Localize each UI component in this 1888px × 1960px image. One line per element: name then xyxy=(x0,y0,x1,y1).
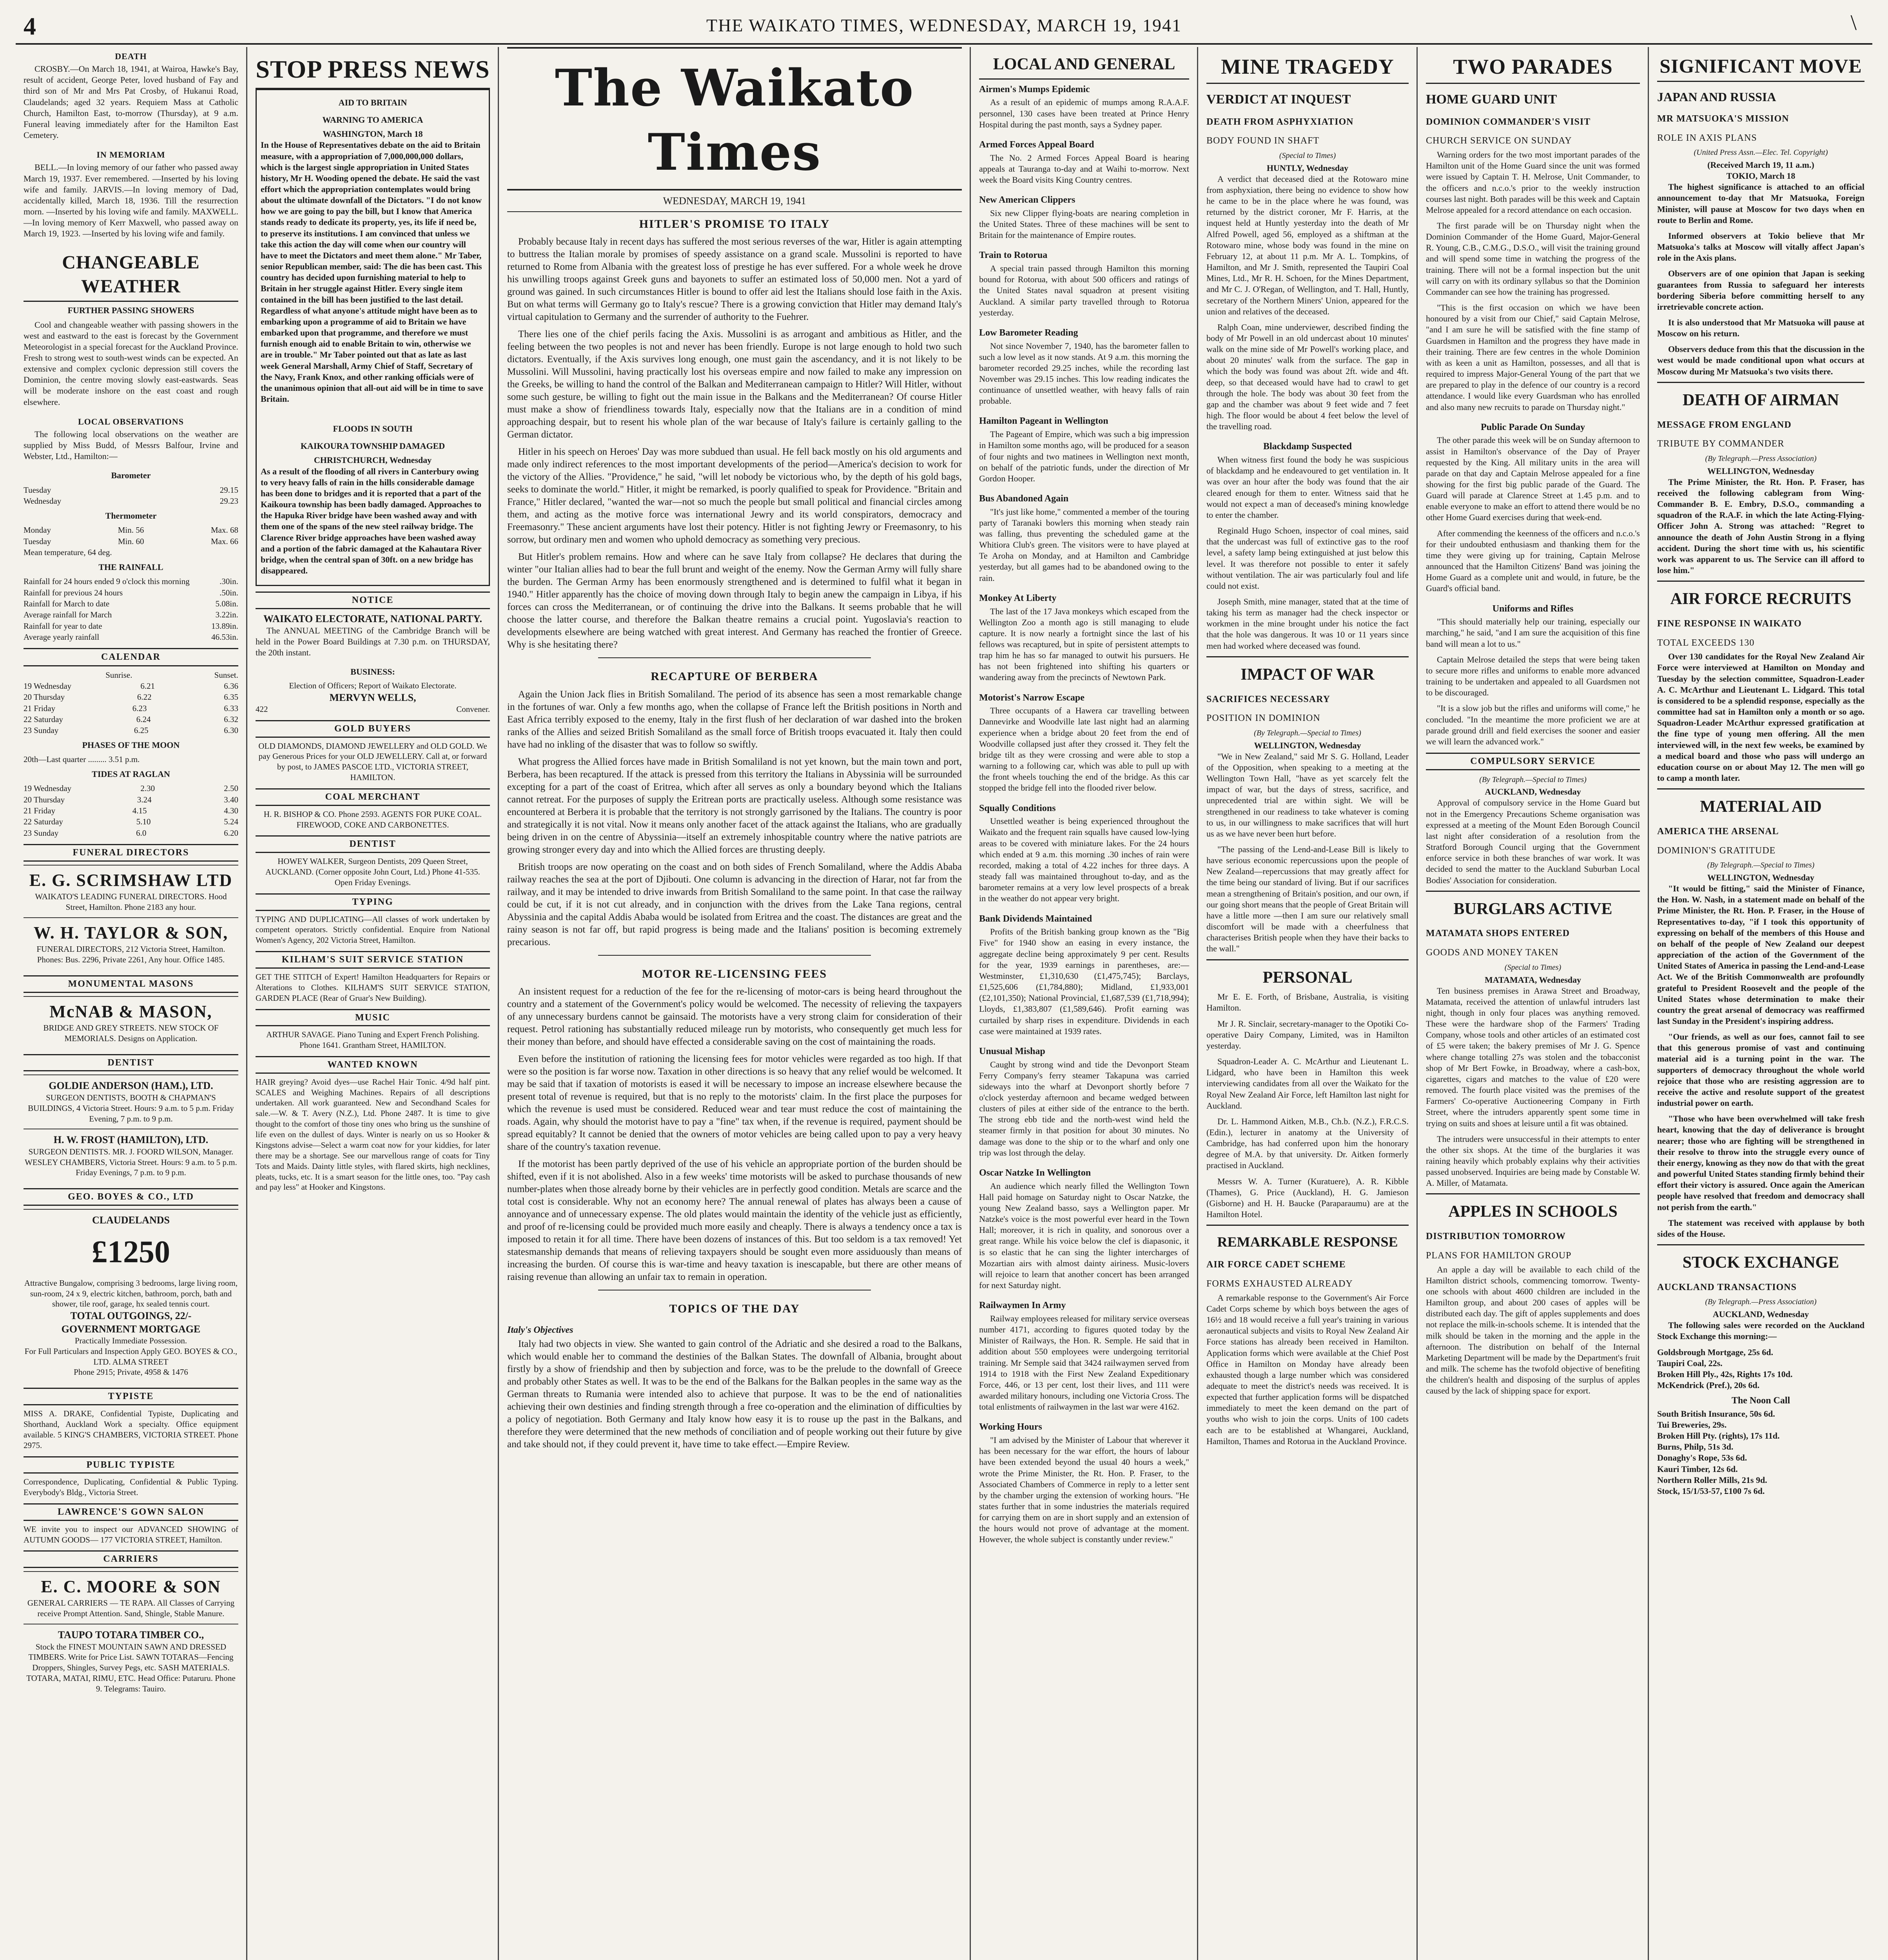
column-editorial xyxy=(499,47,970,1960)
column-rule xyxy=(1197,47,1198,1960)
story-subhead: HOME GUARD UNIT xyxy=(1426,92,1557,107)
story-subhead: AIR FORCE CADET SCHEME xyxy=(1206,1259,1346,1270)
item-lead: Airmen's Mumps Epidemic xyxy=(979,84,1090,94)
divider xyxy=(598,657,871,658)
item-lead: Railwaymen In Army xyxy=(979,1300,1066,1311)
story-paragraph: Reginald Hugo Schoen, inspector of coal mines, said that the undercast was full of extinctive gas to the roof level, a safety lamp being extinguished at just below this level. It was therefore not possible to enter it safely without ventilation. The air was particularly foul and life could not exist. xyxy=(1206,526,1409,591)
advertisement xyxy=(24,1129,238,1183)
item-text: Three occupants of a Hawera car travelling between Dannevirke and Woodville late last night had an alarming experience when a bridge about 20 feet from the end of Woodville collapsed just after they crossed it. They felt the bridge tilt as they were crossing and were able to stop a warning to a following car, which was able to pull up with the front wheels touching the end of the bridge. As this car stopped the bridge fell into the flooded river below. xyxy=(979,706,1189,793)
dateline: WELLINGTON, Wednesday xyxy=(1707,466,1815,476)
ad-text: Correspondence, Duplicating, Confidential & Public Typing. Everybody's Bldg., Victoria Street. xyxy=(24,1477,238,1497)
typiste-heading: TYPISTE xyxy=(24,1388,238,1405)
gold-buyers-heading: GOLD BUYERS xyxy=(256,720,490,738)
table-row: Monday Min. 56 Max. 68 xyxy=(24,525,238,535)
topic-lead: Italy's Objectives xyxy=(507,1325,573,1336)
credit-line: (By Telegraph.—Special to Times) xyxy=(1254,728,1361,737)
dateline: CHRISTCHURCH, Wednesday xyxy=(314,455,432,465)
typing-heading: TYPING xyxy=(256,893,490,911)
ad-text: SURGEON DENTISTS. MR. J. FOORD WILSON, Manager. WESLEY CHAMBERS, Victoria Street. Hours: 9 a.m. to 5 p.m. Friday Evenings, 7 p.m. to 9 p.m. xyxy=(25,1147,237,1178)
item-lead: Squally Conditions xyxy=(979,803,1056,813)
observations-text: The following local observations on the weather are supplied by Miss Budd, of Messrs Balfour, Irvine and Webster, Ltd., Hamilton:— xyxy=(24,429,238,461)
public-typiste-heading: PUBLIC TYPISTE xyxy=(24,1456,238,1474)
calendar-heading: CALENDAR xyxy=(24,648,238,666)
funeral-directors-heading: FUNERAL DIRECTORS xyxy=(24,844,238,862)
coal-heading: COAL MERCHANT xyxy=(256,788,490,806)
story-paragraph: Observers deduce from this that the discussion in the west would be made conditional upon what occurs at Moscow during Mr Matsuoka's two visits there. xyxy=(1657,344,1864,376)
ad-text: BRIDGE AND GREY STREETS. NEW STOCK OF MEMORIALS. Designs on Application. xyxy=(43,1023,219,1043)
ad-text: FUNERAL DIRECTORS, 212 Victoria Street, Hamilton. Phones: Bus. 2296, Private 2261, Any hour. Office 1485. xyxy=(36,944,225,965)
stock-item: Burns, Philp, 51s 3d. xyxy=(1657,1442,1734,1452)
item-text: A special train passed through Hamilton this morning bound for Rotorua, with about 500 officers and ratings of the United States naval squadron at present visiting Auckland. A similar party travelled through to Rotorua yesterday. xyxy=(979,263,1189,318)
table-row: 19 Wednesday 2.30 2.50 xyxy=(24,784,238,793)
story-paragraph: The intruders were unsuccessful in their attempts to enter the other six shops. At the time of the burglaries it was raining heavily which probably explains why their activities passed unobserved. Inquiries are being made by Constable W. A. Miller, of Matamata. xyxy=(1426,1134,1640,1188)
personal-headline: PERSONAL xyxy=(1206,959,1409,992)
item-lead: Working Hours xyxy=(979,1422,1042,1432)
section-headline: LOCAL AND GENERAL xyxy=(979,47,1189,80)
dateline: AUCKLAND, Wednesday xyxy=(1712,1309,1809,1319)
personal-item: Messrs W. A. Turner (Kuratuere), A. R. Kibble (Thames), G. Price (Auckland), H. G. Jamieson (Gisborne) and H. H. Baucke (Paraparaumu) are at the Hamilton Hotel. xyxy=(1206,1176,1409,1220)
credit-line: (By Telegraph.—Special to Times) xyxy=(1707,861,1815,870)
column-rule xyxy=(1648,47,1649,1960)
editorial-paragraph: But Hitler's problem remains. How and where can he save Italy from collapse? He declares that during the winter "our Italian allies had to bear the full brunt and weight of the enemy. Now the German Army will fully share the burden. The German Army has been enormously strengthened and is determined to fulfil what it began in 1940." Hitler apparently has the choice of moving down through Italy to begin anew the campaign in Libya, if his forces can cross the Mediterranean, or of continuing the drive into the Balkans. It seems probable that he will choose the latter course, and therefore the Balkan theatre remains a crucial point. Yugoslavia's reaction to developments elsewhere are being watched with great interest. And Germany has reached the frontier of Greece. Why is she hesitating there? xyxy=(507,552,962,650)
page-header xyxy=(16,8,1872,45)
story-subhead: CHURCH SERVICE ON SUNDAY xyxy=(1426,136,1572,146)
recruits-headline: AIR FORCE RECRUITS xyxy=(1657,581,1864,613)
observations-heading: LOCAL OBSERVATIONS xyxy=(78,416,184,426)
parades-headline: TWO PARADES xyxy=(1426,47,1640,84)
item-text: The Pageant of Empire, which was such a big impression in Hamilton some months ago, will be produced for a season of four nights and two matinees in Wellington next month, on behalf of the patriotic funds, under the direction of Mr Gordon Hooper. xyxy=(979,429,1189,483)
ad-text: WE invite you to inspect our ADVANCED SHOWING of AUTUMN GOODS— 177 VICTORIA STREET, Hamilton. xyxy=(24,1524,238,1544)
thermometer-heading: Thermometer xyxy=(105,510,157,521)
stock-item: Broken Hill Pty. (rights), 17s 11d. xyxy=(1657,1431,1780,1441)
story-paragraph: The Prime Minister, the Rt. Hon. P. Fraser, has received the following cablegram from Wing-Commander B. E. Embry, D.S.O., commanding a squadron of the R.A.F. in which the late Acting-Flying-Officer John A. Strong was attached: "Regret to announce the death of John Austin Strong in a flying accident. During the short time with us, his scientific work was apparent to us. The Service can ill afford to lose him." xyxy=(1657,477,1864,575)
ad-name: TAUPO TOTARA TIMBER CO., xyxy=(58,1629,204,1641)
story-subhead: MESSAGE FROM ENGLAND xyxy=(1657,419,1792,430)
rainfall-heading: THE RAINFALL xyxy=(98,562,163,572)
story-subhead: GOODS AND MONEY TAKEN xyxy=(1426,947,1559,958)
ad-text: HAIR greying? Avoid dyes—use Rachel Hair Tonic. 4/9d half pint. SCALES and Weighing Machines. Repairs of all descriptions undertaken. All work guaranteed. New and Secondhand Scales for sale.—W. & T. Avery (N.Z.), Ltd. Phone 2487. It is time to give thought to the comfort of those tiny ones who bring us the sunshine of life even on the dullest of days. Winter is nearly on us so Hooker & Kingstons advise—Select a warm coat now for your kiddies, for later there may be a shortage. See our marvellous range of coats for Tiny Tots and Maids. Dainty little styles, with flared skirts, high necklines, pleats, tucks, etc. It is a smart season for the little ones, too. "Pay cash and pay less" at Hooker and Kingstons. xyxy=(256,1077,490,1192)
item-lead: Bank Dividends Maintained xyxy=(979,913,1092,924)
story-subhead: FORMS EXHAUSTED ALREADY xyxy=(1206,1279,1353,1289)
story-paragraph: The following sales were recorded on the Auckland Stock Exchange this morning:— xyxy=(1657,1320,1864,1341)
item-lead: Train to Rotorua xyxy=(979,250,1048,261)
ad-phone: Phone 2915; Private, 4958 & 1476 xyxy=(74,1367,188,1377)
column-mine-tragedy xyxy=(1199,47,1416,1960)
running-head: THE WAIKATO TIMES, WEDNESDAY, MARCH 19, 1941 xyxy=(706,15,1182,35)
nameplate-logo: The Waikato Times xyxy=(507,47,962,191)
story-subhead: DOMINION COMMANDER'S VISIT xyxy=(1426,116,1591,127)
ad-contact: For Full Particulars and Inspection Apply GEO. BOYES & CO., LTD. ALMA STREET xyxy=(24,1346,238,1367)
stock-item: Tui Breweries, 29s. xyxy=(1657,1420,1727,1430)
death-heading: DEATH xyxy=(115,51,147,61)
editorial-title: MOTOR RE-LICENSING FEES xyxy=(642,967,827,980)
page-number: 4 xyxy=(24,12,36,40)
story-paragraph: The first parade will be on Thursday night when the Dominion Commander of the Home Guard, Major-General R. Young, C.B., C.M.G., D.S.O., will visit the training ground and will spend some time in watching the progress of the training. There will not be a formal inspection but the unit will carry on with its ordinary syllabus so that the Dominion Commander can see how the training has progressed. xyxy=(1426,221,1640,297)
story-paragraph: "It would be fitting," said the Minister of Finance, the Hon. W. Nash, in a statement made on behalf of the Prime Minister, the Rt. Hon. P. Fraser, in the House of Representatives to-day, "if I took this opportunity of expressing on behalf of the members of this House and on behalf of the people of New Zealand our deepest appreciation of the action of the Government of the United States of America in passing the Lend-and-Lease Act. We of the British Commonwealth are profoundly grateful to President Roosevelt and the people of the United States whose determination to make their country the great arsenal of democracy was reaffirmed last Sunday in the President's inspiring address. xyxy=(1657,884,1864,1026)
story-paragraph: "This is the first occasion on which we have been honoured by a visit from our Chief," said Captain Melrose, "and I am sure he will be satisfied with the fine stamp of Guardsmen in Hamilton and the progress they have made in their training. There are few centres in the whole Dominion with as keen a unit as Hamilton, possesses, and all that is required to impress Major-General Young of the part that we are prepared to play in the defence of our country is a record attendance. I would like every Guardsman who has enrolled and also many new recruits to parade on Thursday night." xyxy=(1426,303,1640,412)
stock-item: Donaghy's Rope, 53s 6d. xyxy=(1657,1453,1747,1463)
advertisement xyxy=(24,917,238,970)
story-subhead: PLANS FOR HAMILTON GROUP xyxy=(1426,1250,1572,1261)
table-row: 21 Friday 4.15 4.30 xyxy=(24,806,238,816)
remarkable-headline: REMARKABLE RESPONSE xyxy=(1206,1225,1409,1254)
convener-line: 422 Convener. xyxy=(256,704,490,714)
business-heading: BUSINESS: xyxy=(350,666,395,677)
dateline: HUNTLY, Wednesday xyxy=(1266,163,1349,173)
music-heading: MUSIC xyxy=(256,1009,490,1027)
ad-text: GENERAL CARRIERS — TE RAPA. All Classes of Carrying receive Prompt Attention. Sand, Shingle, Stable Manure. xyxy=(27,1598,235,1619)
stock-item: McKendrick (Pref.), 20s 6d. xyxy=(1657,1380,1760,1390)
ad-text: MISS A. DRAKE, Confidential Typiste, Duplicating and Shorthand, Auckland Work a specialty. Office equipment available. 5 KING'S CHAMBERS, VICTORIA STREET. Phone 2975. xyxy=(24,1409,238,1450)
editorial-paragraph: Even before the institution of rationing the licensing fees for motor vehicles were regarded as too high. If that were so the position is far worse now. Taxation in other directions is so heavy that any relief would be welcomed. It may be said that if taxation of motorists is eased it will be necessary to impose an increase elsewhere because the present total of revenue is required, but that is no reply to the motorists' claim. In the first place the purposes for which the revenue is used must be considered. Reduced wear and tear must reduce the cost of maintaining the roads. Again, why should the motorist have to pay a "fine" tax when, if the revenue is required, payment should be spread equitably? It cannot be denied that the owners of motor vehicles are being called upon to pay a very heavy share of the country's taxation revenue. xyxy=(507,1054,962,1152)
item-lead: Monkey At Liberty xyxy=(979,593,1057,603)
story-subhead: AUCKLAND TRANSACTIONS xyxy=(1657,1282,1797,1292)
table-row: Mean temperature, 64 deg. xyxy=(24,548,112,557)
editorial-paragraph: An insistent request for a reduction of the fee for the re-licensing of motor-cars is being heard throughout the country and a statement of the Government's policy would be welcomed. The necessity of relieving the taxpayers of any unnecessary burdens cannot be gainsaid. The motorists have a very strong claim for consideration of their request. Petrol rationing has substantially reduced mileage run by motorists, who consequently get much less for their money than before, and should have effected a considerable saving on the cost of maintaining the roads. xyxy=(507,986,962,1047)
story-paragraph: "We in New Zealand," said Mr S. G. Holland, Leader of the Opposition, when speaking to a meeting at the Wellington Town Hall, "have as yet scarcely felt the impact of war, but the days of stress, sacrifice, and unprecedented trial are within sight. We will be strengthened in our readiness to take whatever is coming to us, in our willingness to make sacrifices that will hurt us as we have never been hurt before. xyxy=(1206,751,1409,838)
memoriam-notices: BELL.—In loving memory of our father who passed away March 19, 1937. Ever remembered. —Inserted by his loving wife and family. JARVIS.—In loving memory of Dad, accidentally killed, March 18, 1936. Till the resurrection morn. —Inserted by his loving wife and family. MAXWELL.—In loving memory of Kerr Maxwell, who passed away on March 19, 1923. —Inserted by his loving wife and family. xyxy=(24,162,238,239)
item-lead: Armed Forces Appeal Board xyxy=(979,139,1094,150)
credit-line: (Special to Times) xyxy=(1279,151,1336,160)
item-lead: Oscar Natzke In Wellington xyxy=(979,1167,1091,1178)
credit-line: (By Telegraph.—Press Association) xyxy=(1705,1298,1817,1307)
column-rule xyxy=(246,47,247,1960)
burglars-headline: BURGLARS ACTIVE xyxy=(1426,891,1640,923)
story-paragraph: Approval of compulsory service in the Home Guard but not in the Emergency Precautions Scheme organisation was expressed at a meeting of the Mount Eden Borough Council last night after consideration of a resolution from the Stratford Borough Council urging that the Government enforce service in both these branches of war work. It was decided to send the matter to the Auckland Suburban Local Bodies' Association for consideration. xyxy=(1426,798,1640,885)
received-line: (Received March 19, 11 a.m.) xyxy=(1707,160,1814,170)
weather-table xyxy=(24,466,238,838)
story-paragraph: "It is a slow job but the rifles and uniforms will come," he concluded. "In the meantime the more proficient we are at parade ground drill and field exercises the sooner and easier we will learn the advanced work." xyxy=(1426,703,1640,746)
story-head: AID TO BRITAIN xyxy=(338,97,407,107)
story-subhead: MATAMATA SHOPS ENTERED xyxy=(1426,928,1570,939)
story-paragraph: A remarkable response to the Government's Air Force Cadet Corps scheme by which boys between the ages of 16½ and 18 would receive a full year's training in various aeronautical subjects and visits to Royal New Zealand Air Force stations has already been received in Hamilton. Application forms which were available at the Chief Post Office in Hamilton on Monday have already been exhausted though a large number which was considered adequate to meet the district's needs was received. It is expected that further application forms will be dispatched immediately to meet the keen demand on the part of youths who wish to join the corps. Units of 100 cadets each are to be established at Whangarei, Auckland, Hamilton, Thames and Rotorua in the Auckland Province. xyxy=(1206,1292,1409,1446)
edition-date: WEDNESDAY, MARCH 19, 1941 xyxy=(507,191,962,212)
material-aid-headline: MATERIAL AID xyxy=(1657,788,1864,821)
dateline: WELLINGTON, Wednesday xyxy=(1707,872,1815,882)
personal-item: Squadron-Leader A. C. McArthur and Lieutenant L. Lidgard, who have been in Hamilton this week interviewing candidates from all over the Waikato for the Royal New Zealand Air Force, left Hamilton last night for Auckland. xyxy=(1206,1056,1409,1111)
moon-phase: 20th—Last quarter ......... 3.51 p.m. xyxy=(24,755,140,764)
dateline: WELLINGTON, Wednesday xyxy=(1254,740,1361,750)
editorial-paragraph: If the motorist has been partly deprived of the use of his vehicle an appropriate portion of the burden should be shifted, even if it is not abolished. Also in a few weeks' time motorists will be asked to purchase thousands of new number-plates when those already borne by their vehicles are in perfectly good condition. Metals are scarce and the total cost is considerable. Why not an economy here? The annual renewal of plates has always been a cause of annoyance and of unnecessary expense. The old plates would maintain the identity of the vehicle just as efficiently, and proof of re-licensing could be provided much more easily and cheaply. There is always a tendency once a tax is imposed to retain it for all time. There have been dozens of instances of this. But too seldom is a tax removed! Yet statesmanship demands that means of relieving taxpayers should be sought even more assiduously than means of increasing the burden. Of course this is war-time and heavy taxation is inescapable, but there are other means of raising revenue than allowing an unfair tax to remain in operation. xyxy=(507,1159,962,1283)
dentist-heading: DENTIST xyxy=(256,835,490,853)
advertisement xyxy=(24,1209,238,1382)
story-subhead: VERDICT AT INQUEST xyxy=(1206,92,1351,107)
story-subhead: TRIBUTE BY COMMANDER xyxy=(1657,439,1785,449)
stock-item: South British Insurance, 50s 6d. xyxy=(1657,1408,1775,1419)
story-paragraph: It is also understood that Mr Matsuoka will pause at Moscow on his return. xyxy=(1657,318,1864,339)
ad-text: SURGEON DENTISTS, BOOTH & CHAPMAN'S BUILDINGS, 4 Victoria Street. Hours: 9 a.m. to 5 p.m. Friday Evening, 7 p.m. to 9 p.m. xyxy=(28,1093,234,1123)
table-row: Rainfall for previous 24 hours .50in. xyxy=(24,588,238,597)
item-text: As a result of an epidemic of mumps among R.A.A.F. personnel, 130 cases have been treated at Prince Henry Hospital during the past month, says a Sydney paper. xyxy=(979,97,1189,129)
item-text: Railway employees released for military service overseas number 4171, according to figures quoted today by the Minister of Railways, the Hon. R. Semple. He said that in addition about 550 employees were undergoing territorial training. Mr Semple said that 3424 railwaymen served from 1914 to 1918 with the First New Zealand Expeditionary Force, 446, or 13 per cent, lost their lives, and 111 were awarded military honours, including one Victoria Cross. The total enlistments of railwaymen in the last war were 4162. xyxy=(979,1313,1189,1412)
ad-text: ARTHUR SAVAGE. Piano Tuning and Expert French Polishing. Phone 1641. Grantham Street, HAMILTON. xyxy=(266,1030,479,1050)
dateline: MATAMATA, Wednesday xyxy=(1484,975,1581,985)
column-stop-press xyxy=(248,47,498,1960)
notice-title: WAIKATO ELECTORATE, NATIONAL PARTY. xyxy=(263,613,482,624)
stop-press-headline: STOP PRESS NEWS xyxy=(256,47,490,89)
item-text: "It's just like home," commented a member of the touring party of Taranaki bowlers this morning when steady rain was falling, thus preventing the scheduled game at the Whitiora Club's green. The visitors were to have played at Te Aroha on Monday, and at Hamilton and Cambridge yesterday, but all games had to be abandoned owing to the rain. xyxy=(979,506,1189,583)
table-row: 22 Saturday 5.10 5.24 xyxy=(24,817,238,827)
ad-name: CLAUDELANDS xyxy=(92,1214,170,1226)
editorial-title: HITLER'S PROMISE TO ITALY xyxy=(639,217,830,230)
item-lead: Low Barometer Reading xyxy=(979,327,1078,338)
impact-headline: IMPACT OF WAR xyxy=(1206,656,1409,689)
barometer-heading: Barometer xyxy=(111,470,151,481)
story-subhead: ROLE IN AXIS PLANS xyxy=(1657,132,1757,143)
personal-item: Dr. L. Hammond Aitken, M.B., Ch.b. (N.Z.), F.R.C.S. (Edin.), lecturer in anatomy at the University of Cambridge, has had conferred upon him the honorary degree of M.A. by that university. Dr. Aitken formerly practised in Auckland. xyxy=(1206,1116,1409,1171)
dateline: WASHINGTON, March 18 xyxy=(323,129,423,139)
column-classifieds xyxy=(16,47,246,1960)
column-rule xyxy=(970,47,971,1960)
stock-item: Goldsbrough Mortgage, 25s 6d. xyxy=(1657,1347,1774,1357)
crosshead: Blackdamp Suspected xyxy=(1263,441,1352,452)
story-paragraph: The other parade this week will be on Sunday afternoon to assist in Hamilton's observance of the Day of Prayer requested by the King. All military units in the area will parade on that day and Captain Melrose appealed for a fine showing for the first big public parade of the Guard. The Guard will parade at Clarence Street at 1.45 p.m. and to enable everyone to make an effort to attend there would be no other Home Guard exercises during that week-end. xyxy=(1426,435,1640,523)
carriers-heading: CARRIERS xyxy=(24,1550,238,1568)
story-paragraph: Ten business premises in Arawa Street and Broadway, Matamata, received the attention of unlawful intruders last night, though in only four places was anything removed. These were the hardware shop of the Farmers' Trading Company, whose tools and other articles of an estimated cost of £5 were taken; the bakery premises of Mr J. G. Spence where change totalling 27s was stolen and the tobacconist shop of Mr Bert Fowke, in Broadway, where a cash-box, cigarettes, cigars and matches to the value of £20 were removed. The fourth place visited was the premises of the Farmers' Co-operative Auctioneering Company in Firth Street, where the intruders apparently spent some time in trying on suits and shoes at leisure until a fit was obtained. xyxy=(1426,985,1640,1128)
editorial-paragraph: British troops are now operating on the coast and on both sides of French Somaliland, where the Addis Ababa railway reaches the sea at the port of Djibouti. One column is advancing in the direction of Harar, not far from the railway, and it may be intended to drive inwards from British Somaliland to the same point. In that case the railway could be cut, if it is not cut already, and in conjunction with the drives from the Lake Tana regions, central Abyssinia and the capital Addis Ababa would be isolated from Eritrea and the coast. The distances are great and the rainy season is not far off, but rapid progress is being made and the Italians' position is becoming extremely precarious. xyxy=(507,861,962,947)
ad-text: GET THE STITCH of Expert! Hamilton Headquarters for Repairs or Alterations to Clothes. KILHAM'S SUIT SERVICE STATION, GARDEN PLACE (Rear of Gruar's New Building). xyxy=(256,972,490,1003)
stock-headline: STOCK EXCHANGE xyxy=(1657,1244,1864,1277)
weather-subhead: FURTHER PASSING SHOWERS xyxy=(67,305,194,316)
convener-name: MERVYN WELLS, xyxy=(329,691,416,703)
advertisement xyxy=(24,1571,238,1624)
crosshead: Uniforms and Rifles xyxy=(1492,603,1574,614)
stop-press-box xyxy=(256,89,490,586)
ad-name: W. H. TAYLOR & SON, xyxy=(33,923,229,942)
stock-item: Taupiri Coal, 22s. xyxy=(1657,1358,1723,1368)
story-paragraph: "This should materially help our training, especially our marching," he said, "and I am sure the acquisition of this fine band will mean a lot to us." xyxy=(1426,617,1640,649)
item-lead: Unusual Mishap xyxy=(979,1046,1045,1056)
item-text: Unsettled weather is being experienced throughout the Waikato and the frequent rain squalls have caused low-lying areas to be covered with miniature lakes. For the 24 hours which ended at 9 a.m. this morning .30 inches of rain were recorded, making a total of 4.22 inches for three days. A steady fall was maintained throughout to-day, and as the barometer remains at a very low level prospects of a break in the weather do not appear very bright. xyxy=(979,816,1189,904)
table-row: 22 Saturday 6.24 6.32 xyxy=(24,715,238,724)
stock-item: Kauri Timber, 12s 6d. xyxy=(1657,1464,1738,1474)
story-subhead: DISTRIBUTION TOMORROW xyxy=(1426,1231,1566,1242)
story-subhead: TOTAL EXCEEDS 130 xyxy=(1657,637,1755,648)
story-subhead: MR MATSUOKA'S MISSION xyxy=(1657,113,1789,124)
credit-line: (By Telegraph.—Press Association) xyxy=(1705,454,1817,463)
story-subhead: FINE RESPONSE IN WAIKATO xyxy=(1657,618,1802,629)
personal-item: Mr E. E. Forth, of Brisbane, Australia, is visiting Hamilton. xyxy=(1206,992,1409,1013)
ad-text: TYPING AND DUPLICATING—All classes of work undertaken by competent operators. Strictly confidential. Enquire from National Women's Agency, 202 Victoria Street, Hamilton. xyxy=(256,914,490,945)
ad-name: GOLDIE ANDERSON (HAM.), LTD. xyxy=(49,1080,213,1092)
dateline: TOKIO, March 18 xyxy=(1726,171,1796,181)
ad-name: H. W. FROST (HAMILTON), LTD. xyxy=(53,1134,209,1146)
credit-line: (By Telegraph.—Special to Times) xyxy=(1479,775,1587,784)
ad-possession: Practically Immediate Possession. xyxy=(74,1336,187,1345)
stock-item: Stock, 15/1/53-57, £100 7s 6d. xyxy=(1657,1486,1765,1496)
table-row: 20 Thursday 3.24 3.40 xyxy=(24,795,238,804)
ad-mortgage: GOVERNMENT MORTGAGE xyxy=(61,1323,201,1335)
story-paragraph: A verdict that deceased died at the Rotowaro mine from asphyxiation, there being no evidence to show how he came to be in the place where he was found, was returned by the district coroner, Mr F. Harris, at the inquest held at Huntly yesterday into the death of Mr Alfred Powell, aged 56, employed as a shiftman at the Rotowaro mine, whose body was found in the mine on February 12, at about 11 p.m. Mr A. L. Tompkins, of Hamilton, and Mr J. Smith, represented the Taupiri Coal Mines, Ltd., Mr R. H. Schoen, for the Mines Department, and Mr C. J. O'Regan, of Wellington, and T. Hall, Huntly, secretary of the Northern Miners' Union, appeared for the union and relatives of the deceased. xyxy=(1206,174,1409,316)
significant-headline: SIGNIFICANT MOVE xyxy=(1657,47,1864,82)
mine-headline: MINE TRAGEDY xyxy=(1206,47,1409,84)
item-text: "I am advised by the Minister of Labour that wherever it has been necessary for the war effort, the hours of labour have been extended beyond the usual 40 hours a week," wrote the Prime Minister, the Rt. Hon. P. Fraser, to the Associated Chambers of Commerce in reply to a letter sent by the chamber urging the extension of working hours. "He states further that in some industries the materials required for carrying them on are in short supply and an extension of the hours would not prove of advantage at the moment. However, the whole subject is constantly under review." xyxy=(979,1435,1189,1544)
story-subhead: BODY FOUND IN SHAFT xyxy=(1206,136,1320,146)
airman-headline: DEATH OF AIRMAN xyxy=(1657,382,1864,414)
story-subhead: KAIKOURA TOWNSHIP DAMAGED xyxy=(300,441,445,451)
memoriam-heading: IN MEMORIAM xyxy=(96,150,165,160)
story-subhead: JAPAN AND RUSSIA xyxy=(1657,90,1776,104)
moon-heading: PHASES OF THE MOON xyxy=(82,740,180,750)
ad-text: Stock the FINEST MOUNTAIN SAWN AND DRESSED TIMBERS. Write for Price List. SAWN TOTARAS—Fencing Droppers, Shingles, Survey Pegs, etc. SASH MATERIALS. TOTARA, MATAI, RIMU, ETC. Head Office: Putaruru. Phone 9. Telegrams: Tauiro. xyxy=(26,1642,236,1693)
editorial-title: RECAPTURE OF BERBERA xyxy=(651,670,818,683)
dentist-heading: DENTIST xyxy=(24,1054,238,1072)
item-lead: New American Clippers xyxy=(979,195,1075,205)
story-paragraph: Warning orders for the two most important parades of the Hamilton unit of the Home Guard since the unit was formed were issued by Captain T. H. Melrose, Unit Commander, to the officers and n.c.o.'s prior to the weekly instruction courses last night. Both parades will be this week and Captain Melrose appealed for a record attendance on each occasion. xyxy=(1426,150,1640,215)
death-notice: CROSBY.—On March 18, 1941, at Wairoa, Hawke's Bay, result of accident, George Peter, loved husband of Fay and third son of Mr and Mrs Pat Crosby, of Hukanui Road, Claudelands; aged 32 years. Requiem Mass at Catholic Church, Hamilton East, to-morrow (Thursday), at 9 a.m. Funeral leaving immediately after for the Hamilton East Cemetery. xyxy=(24,64,238,140)
advertisement xyxy=(24,1624,238,1699)
story-subhead: POSITION IN DOMINION xyxy=(1206,713,1320,724)
stock-item: Broken Hill Ply., 42s, Rights 17s 10d. xyxy=(1657,1369,1793,1379)
weather-text: Cool and changeable weather with passing showers in the west and eastward to the east is forecast by the Government Meteorologist in a special forecast for the Auckland Province. Fresh to strong west to south-west winds can be expected. An extensive and complex cyclonic depression still covers the Dominion, the centre moving slowly east-eastwards. Seas will be moderate inshore on the east coast and rough elsewhere. xyxy=(24,319,238,407)
credit-line: (Special to Times) xyxy=(1504,963,1562,972)
stock-item: Northern Roller Mills, 21s 9d. xyxy=(1657,1475,1767,1485)
monumental-heading: MONUMENTAL MASONS xyxy=(24,975,238,993)
table-row: Tuesday 29.15 xyxy=(24,485,238,495)
story-paragraph: "Our friends, as well as our foes, cannot fail to see that this generous promise of vast and continuing material aid is a turning point in the war. The supporters of democracy throughout the whole world rejoice that those who are resisting aggression are to receive the active and resolute support of the greatest industrial power on earth. xyxy=(1657,1032,1864,1108)
ad-text: HOWEY WALKER, Surgeon Dentists, 209 Queen Street, AUCKLAND. (Corner opposite John Court, Ltd.) Phone 41-535. Open Friday Evenings. xyxy=(265,857,480,887)
crosshead: The Noon Call xyxy=(1731,1396,1790,1406)
story-paragraph: When witness first found the body he was suspicious of blackdamp and he endeavoured to get ventilation in. It was over an hour after the body was found that the air cleared enough for them to enter. Witness said that he would not expect a man of deceased's mining knowledge to enter the chamber. xyxy=(1206,455,1409,520)
divider xyxy=(598,955,871,956)
table-row: Average yearly rainfall 46.53in. xyxy=(24,632,238,642)
table-row: Average rainfall for March 3.22in. xyxy=(24,610,238,620)
table-row: 20 Thursday 6.22 6.35 xyxy=(24,692,238,702)
ad-name: E. G. SCRIMSHAW LTD xyxy=(29,870,233,890)
story-subhead: DEATH FROM ASPHYXIATION xyxy=(1206,116,1354,127)
table-header: Sunrise. Sunset. xyxy=(105,670,238,680)
editorial-paragraph: Hitler in his speech on Heroes' Day was more subdued than usual. He fell back mostly on his old arguments and made only indirect references to the most important developments of the period—America's decision to work for the victory of the Allies. "Providence," he said, "will let nobody be victorious who, by the depth of his gold bags, seeks to dominate the world." Hitler, it might be remarked, is poorly qualified to speak for Providence. "Britain and France," Hitler declared, "wanted the war—not so much the people but small political and financial circles among them, and acting as the motive force was international Jewry and its world conspirators, democracy and Freemasonry." These ancient arguments have lost their potency. Hitler is not fighting Jewry or Freemasonry, to his sorrow, but ordinary men and women who uphold democracy as something very precious. xyxy=(507,446,962,545)
item-text: Profits of the British banking group known as the "Big Five" for 1940 show an easing in every instance, the aggregate decline being approximately 9 per cent. Results for the year, 1939 earnings in parentheses, are:—Westminster, £1,310,630 (£1,475,745); Barclays, £1,525,606 (£1,784,880); Midland, £1,933,001 (£2,101,350); National Provincial, £1,687,539 (£1,718,994); Lloyds, £1,383,807 (£1,589,646). Profit earning was curtailed by sharp rises in expenditure. Dividends in each case were maintained at 1939 rates. xyxy=(979,927,1189,1036)
column-rule xyxy=(1416,47,1418,1960)
item-lead: Bus Abandoned Again xyxy=(979,493,1069,504)
item-text: An audience which nearly filled the Wellington Town Hall paid homage on Saturday night to Oscar Natzke, the young New Zealand basso, says a Wellington paper. Mr Natzke's voice is the most powerful ever heard in the Town Hall; moreover, it is rich in quality, and sonorous over a great range. While his voice below the clef is diapasonic, it is so elastic that he can sing the lighter intercharges of Mozartian airs with almost dainty airiness. Music-lovers will rejoice to learn that another concert has been arranged for next Saturday night. xyxy=(979,1181,1189,1290)
compulsory-headline: COMPULSORY SERVICE xyxy=(1426,753,1640,770)
story-subhead: SACRIFICES NECESSARY xyxy=(1206,694,1330,704)
story-paragraph: Observers are of one opinion that Japan is seeking guarantees from Russia to safeguard her interests bordering Siberia before committing herself to any irretrievable concrete action. xyxy=(1657,269,1864,312)
table-row: Rainfall for 24 hours ended 9 o'clock this morning .30in. xyxy=(24,577,238,586)
ad-text: Attractive Bungalow, comprising 3 bedrooms, large living room, sun-room, 24 x 9, electric kitchen, bathroom, porch, bath and shower, tile roof, garage, hx sealed tennis court. xyxy=(24,1278,238,1309)
tides-heading: TIDES AT RAGLAN xyxy=(92,769,170,779)
editorial-paragraph: What progress the Allied forces have made in British Somaliland is not yet known, but the main town and port, Berbera, has been recaptured. If the attack is pressed from this territory the Italians in Abyssinia will be surrounded excepting for a part of the coast of Eritrea, which after all serves as only a boundary beyond which the Italians cannot retreat. For the purposes of supply the Eritrean ports are practically useless. Although some resistance was encountered at Berbera it is probable that the territory is not strongly garrisoned by the Italians. The country is poor and strategically it is not vital. Now it means only another facet of the attack against the Italians, who are gradually being driven in on the centre of Abyssinia—itself an extremely inhospitable country where the native patriots are growing stronger every day and into which the Allied forces are thrusting deeply. xyxy=(507,756,962,855)
story-text: As a result of the flooding of all rivers in Canterbury owing to very heavy falls of rain in the hills considerable damage has been done to bridges and it is reported that a part of the Kaikoura township has been badly damaged. Approaches to the Hapuka River bridge have been washed away and with them one of the spans of the new steel railway bridge. The Clarence River bridge approaches have been washed away and a portion of the fabric damaged at the Kahautara River bridge, when the central span of 30ft. on a new bridge has disappeared. xyxy=(261,466,482,575)
table-row: 19 Wednesday 6.21 6.36 xyxy=(24,681,238,691)
column-rule xyxy=(498,47,499,1960)
story-paragraph: Ralph Coan, mine underviewer, described finding the body of Mr Powell in an old undercast about 10 minutes' walk on the mine side of Mr Powell's working place, and about 20 minutes' walk from the surface. The gap in which the body was found was about 2ft. wide and 4ft. deep, so that deceased would have had to crawl to get through the hole. The body was about 30 feet from the gap and the chamber was about 9 feet wide and 7 feet high. The floor would be about 4 feet below the level of the travelling road. xyxy=(1206,322,1409,432)
ad-text: H. R. BISHOP & CO. Phone 2593. AGENTS FOR PUKE COAL. FIREWOOD, COKE AND CARBONETTES. xyxy=(263,809,482,829)
item-lead: Motorist's Narrow Escape xyxy=(979,692,1085,703)
story-paragraph: Informed observers at Tokio believe that Mr Matsuoka's talks at Moscow will vitally affect Japan's role in the Axis plans. xyxy=(1657,230,1864,263)
column-significant-move xyxy=(1649,47,1872,1960)
credit-line: (United Press Assn.—Elec. Tel. Copyright) xyxy=(1694,148,1828,157)
story-text: In the House of Representatives debate on the aid to Britain measure, with a appropriation of 7,000,000,000 dollars, which is the largest single appropriation in United States history, Mr H. Wooding opened the debate. He said the vast effort which the appropriation contemplates would bring about the ultimate downfall of the Dictators. "I do not know how we are going to pay the bill, but I know that America stands ready to dedicate its property, yes, its life if need be, to preserve its institutions. I am convinced that unless we take this action the day will come when our country will have to meet the Dictators and meet them alone." Mr Taber, senior Republican member, said: The die has been cast. This country has decided upon furnishing material to help to Britain in her struggle against Hitler. Every single item contained in the bill has been justified to the last detail. Regardless of what anyone's attitude might have been as to embarking upon a programme of aid to Britain we have embarked upon that programme, and therefore we must furnish enough aid to enable Britain to win, otherwise we are in trouble." Mr Taber pointed out that as late as last week General Marshall, Army Chief of Staff, Secretary of the Navy, Frank Knox, and other ranking officials were of the unanimous opinion that all-out aid will be in time to save Britain. xyxy=(261,140,483,404)
editorial-paragraph: Probably because Italy in recent days has suffered the most serious reverses of the war, Hitler is again attempting to buttress the Italian morale by promises of speedy assistance on a grand scale. Mussolini is reported to have returned to Rome from Albania with the greatest loss of prestige he has ever suffered. For a whole week he drove his unwilling troops against Greek guns and bayonets to suffer an estimated loss of 50,000 men. Not a yard of ground was gained. In such circumstances Hitler is bound to offer aid lest the Italians should lose faith in the Axis. But on what terms will Germany go to Italy's rescue? There is a growing conviction that Hitler may demand Italy's virtual capitulation to Germany and the surrender of authority to the Fuehrer. xyxy=(507,236,962,323)
editorial-paragraph: Italy had two objects in view. She wanted to gain control of the Adriatic and she desired a road to the Balkans, which would enable her to command the destinies of the Balkan States. The downfall of Albania, brought about firstly by a show of friendship and then by subjection and force, was to be the prelude to the downfall of Greece and probably other States as well. It was to be the end of the Balkans for the Balkan peoples in the same way as the German threats to Rumania were intended also to achieve that purpose. It was to be the end of nationalities achieving their own destinies and finding strength through a free co-operation and the elimination of difficulties by a policy of negotiation. Both Germany and Italy know how easy it is to rouse up the past in the Balkans, and therefore they were determined that the new methods of conciliation and of people working out their future by give and take should not, if they could prevent it, have time to take effect.—Empire Review. xyxy=(507,1339,962,1450)
editorial-paragraph: Again the Union Jack flies in British Somaliland. The period of its absence has seen a most remarkable change in the fortunes of war. Only a few months ago, when the collapse of France left the British positions in North and East Africa terribly exposed to the enemy, Italy in the first flush of her declaration of war dashed into the broken ranks of the Allies and seized British Somaliland as the small force of British troops evacuated it. Italy then could have had no inkling of the disaster that was to follow so swiftly. xyxy=(507,689,962,750)
story-subhead: DOMINION'S GRATITUDE xyxy=(1657,845,1776,856)
story-paragraph: After commending the keenness of the officers and n.c.o.'s for their undoubted enthusiasm and thanking them for the time they were giving up for training, Captain Melrose announced that the Hamilton Citizens' Band was joining the Home Guard as a complete unit and would, in future, be the Guard's official band. xyxy=(1426,528,1640,593)
story-paragraph: "Those who have been overwhelmed will take fresh heart, knowing that the day of deliverance is brought nearer; those who are fighting will be strengthened in their resolve to throw into the struggle every ounce of their energy, knowing as they now do that with the great and powerful United States standing firmly behind their effort their victory is assured. Once again the American people have resolved that freedom and democracy shall not perish from the earth." xyxy=(1657,1114,1864,1212)
item-text: Caught by strong wind and tide the Devonport Steam Ferry Company's ferry steamer Takapuna was carried sideways into the wharf at Devonport shortly before 7 o'clock yesterday afternoon and became wedged between clusters of piles at either side of the entrance to the berth. The strong ebb tide and the north-west wind held the steamer firmly in that position for about 30 minutes. No damage was done to the ship or to the wharf and only one trip was lost through the delay. xyxy=(979,1059,1189,1158)
story-paragraph: The highest significance is attached to an official announcement to-day that Mr Matsuoka, Foreign Minister, will pause at Moscow for two days when en route to Berlin and Rome. xyxy=(1657,182,1864,225)
wanted-heading: WANTED KNOWN xyxy=(256,1056,490,1074)
crosshead: Public Parade On Sunday xyxy=(1480,422,1585,432)
story-paragraph: Captain Melrose detailed the steps that were being taken to secure more rifles and uniforms to enable more advanced training to be undertaken and appealed to all Guardsmen not to be discouraged. xyxy=(1426,654,1640,698)
ad-name: McNAB & MASON, xyxy=(49,1002,212,1021)
notice-text: The ANNUAL MEETING of the Cambridge Branch will be held in the Power Board Buildings at 7.30 p.m. on THURSDAY, the 20th instant. xyxy=(256,626,490,658)
story-paragraph: Joseph Smith, mine manager, stated that at the time of taking his term as manager had the check inspector or workmen in the mine brought under his notice the fact that the hole was dangerous. It was 10 or 11 years since men had worked where deceased was found. xyxy=(1206,597,1409,651)
story-paragraph: The statement was received with applause by both sides of the House. xyxy=(1657,1218,1864,1239)
editorial-title: TOPICS OF THE DAY xyxy=(669,1302,800,1316)
table-row: 23 Sunday 6.25 6.30 xyxy=(24,726,238,735)
story-paragraph: Over 130 candidates for the Royal New Zealand Air Force were interviewed at Hamilton on Monday and Tuesday by the selection committee, Squadron-Leader A. C. McArthur and Lieutenant L. Lidgard. This total is considered to be a splendid response, especially as the committee had sat in Hamilton only a month or so ago. Squadron-Leader McArthur expressed gratification at the fine type of young men offering. All the men interviewed will, in the next few weeks, be examined by a medical board and those who pass will undergo an education course on or about May 12. The men will go to camp a month later. xyxy=(1657,652,1864,783)
ad-outgoings: TOTAL OUTGOINGS, 22/- xyxy=(70,1310,192,1322)
table-row: 21 Friday 6.23 6.33 xyxy=(24,703,238,713)
advertisement xyxy=(24,996,238,1049)
ad-text: OLD DIAMONDS, DIAMOND JEWELLERY and OLD GOLD. We pay Generous Prices for your OLD JEWELLERY. Call at, or forward by post, to JAMES PASCOE LTD., VICTORIA STREET, HAMILTON. xyxy=(258,741,487,782)
column-local-general xyxy=(971,47,1197,1960)
story-paragraph: "The passing of the Lend-and-Lease Bill is likely to have serious economic repercussions upon the people of New Zealand—repercussions that may greatly affect for the time being our standard of living. But if our sacrifices mean a strengthening of Britain's position, and our own, if our going short means that the people of Great Britain will have a little more —then I am sure our relatively small discomfort will be made with a cheerfulness that characterises British people when they have their backs to the wall." xyxy=(1206,844,1409,954)
weather-headline: CHANGEABLE WEATHER xyxy=(24,244,238,302)
item-lead: Hamilton Pageant in Wellington xyxy=(979,416,1108,426)
story-subhead: WARNING TO AMERICA xyxy=(322,115,423,125)
margin-mark: \ xyxy=(1850,11,1857,35)
table-row: 23 Sunday 6.0 6.20 xyxy=(24,828,238,838)
table-row: Rainfall for March to date 5.08in. xyxy=(24,599,238,608)
column-two-parades xyxy=(1418,47,1648,1960)
geo-boyes-heading: GEO. BOYES & CO., LTD xyxy=(24,1188,238,1206)
dateline: AUCKLAND, Wednesday xyxy=(1485,787,1581,797)
business-items: Election of Officers; Report of Waikato Electorate. xyxy=(289,681,457,690)
editorial-paragraph: There lies one of the chief perils facing the Axis. Mussolini is as arrogant and ambitious as Hitler, and the feeling between the two peoples is not and never has been friendly. Europe is not large enough to hold two such dictators. Eventually, if the Axis survives long enough, one must gain the ascendancy, and it is not likely to be Mussolini. Will Mussolini, having practically lost his overseas empire and now failed to make any impression on the Greeks, be willing to hand the control of the Balkan and Mediterranean campaign to Hitler? Will Hitler, without some such gesture, be willing to fight out the main issue in the Balkans and the Mediterranean? Of course Hitler must make a show of friendliness towards Italy, especially now that the Italians are in a condition of mind approaching despair, but to resent his whole plan of the war because of Italy's failure is certainly galling to the German dictator. xyxy=(507,329,962,440)
ad-name: E. C. MOORE & SON xyxy=(41,1577,221,1597)
story-head: FLOODS IN SOUTH xyxy=(333,424,413,434)
table-row: Rainfall for year to date 13.89in. xyxy=(24,621,238,631)
item-text: The last of the 17 Java monkeys which escaped from the Wellington Zoo a month ago is still managing to elude capture. It is now nearly a fortnight since the last of his fellows was recaptured, but in spite of persistent attempts to trap him he has so far managed to outwit his pursuers. He has not been frightened into shifting his quarters or wandering away from the precincts of Newtown Park. xyxy=(979,606,1189,682)
table-row: Wednesday 29.23 xyxy=(24,496,238,506)
personal-item: Mr J. R. Sinclair, secretary-manager to the Opotiki Co-operative Dairy Company, Limited, was in Hamilton yesterday. xyxy=(1206,1018,1409,1051)
ad-text: WAIKATO'S LEADING FUNERAL DIRECTORS. Hood Street, Hamilton. Phone 2183 any hour. xyxy=(35,892,227,912)
apples-headline: APPLES IN SCHOOLS xyxy=(1426,1193,1640,1226)
table-row: Tuesday Min. 60 Max. 66 xyxy=(24,536,238,546)
advertisement xyxy=(24,865,238,917)
kilham-heading: KILHAM'S SUIT SERVICE STATION xyxy=(256,951,490,969)
ad-price: £1250 xyxy=(92,1235,170,1270)
item-text: Not since November 7, 1940, has the barometer fallen to such a low level as it now stands. At 9 a.m. this morning the barometer recorded 29.25 inches, while the recording last November was 29.15 inches. This low reading indicates the continuance of unsettled weather, with heavy falls of rain probable. xyxy=(979,341,1189,406)
story-subhead: AMERICA THE ARSENAL xyxy=(1657,826,1779,837)
gown-salon-heading: LAWRENCE'S GOWN SALON xyxy=(24,1503,238,1521)
item-text: Six new Clipper flying-boats are nearing completion in the United States. Three of these machines will be sent to Britain for the maintenance of Empire routes. xyxy=(979,208,1189,240)
advertisement xyxy=(24,1074,238,1129)
notice-heading: NOTICE xyxy=(256,592,490,609)
item-text: The No. 2 Armed Forces Appeal Board is hearing appeals at Tauranga to-day and at Waihi to-morrow. Next week the Board visits King Country centres. xyxy=(979,152,1189,185)
story-paragraph: An apple a day will be available to each child of the Hamilton district schools, commencing tomorrow. Twenty-one schools with about 4600 children are included in the Hamilton group, and about 200 cases of apples will be distributed each day. The gift of apples supplements and does not replace the milk-in-schools scheme. It is intended that the milk should be taken in the morning and the apple in the afternoon. The distribution on behalf of the Internal Marketing Department will be made by the Department's fruit and milk. The scheme has the twofold objective of benefiting the children's health and disposing of the surplus of apples caused by the lack of shipping space for export. xyxy=(1426,1264,1640,1396)
